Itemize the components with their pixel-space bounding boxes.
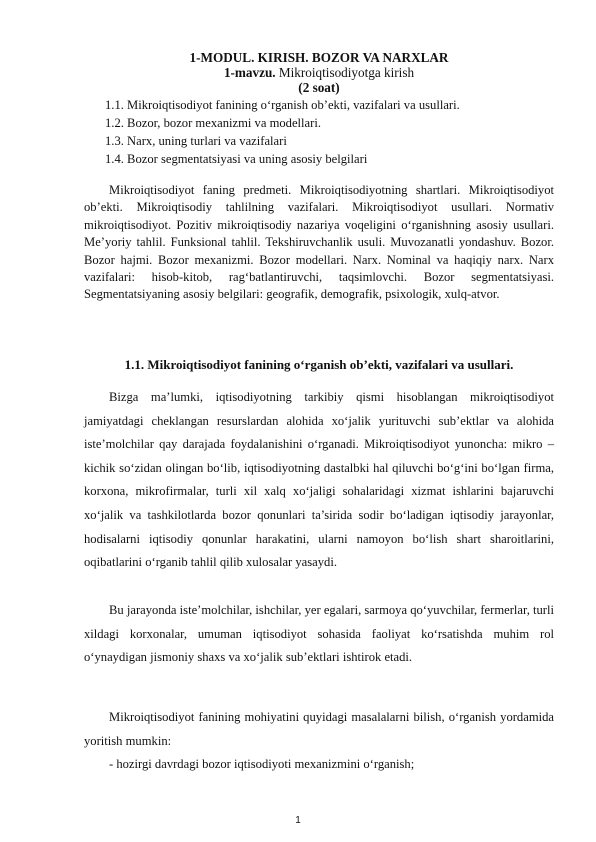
toc-item: 1.4. Bozor segmentatsiyasi va uning asosiy belgilari [105,152,368,166]
page-number: 1 [295,815,301,826]
body-paragraph: Bizga ma’lumki, iqtisodiyotning tarkibiy qismi hisoblangan mikroiqtisodiyot jamiyatdagi cheklangan resurslardan alohida xo‘jalik yurituvchi sub’ektlar va alohida iste’molchilar qay darajada foydalanishini o‘rganadi. Mikroiqtisodiyot yunoncha: mikro – kichik so‘zidan olingan bo‘lib, iqtisodiyotning dastalbki hal qiluvchi bo‘g‘ini bo‘lgan firma, korxona, mikrofirmalar, turli xil xalq xo‘jaligi sohalaridagi xizmat ishlarini bajaruvchi xo‘jalik va tashkilotlarda bozor qonunlari ta’sirida sodir bo‘ladigan iqtisodiy jarayonlar, hodisalarni iqtisodiy qonunlar harakatini, ularni namoyon bo‘lish shart sharoitlarini, oqibatlarini o‘rganib tahlil qilib xulosalar yasaydi. [84,390,554,570]
toc-item: 1.3. Narx, uning turlari va vazifalari [105,134,287,148]
table-of-contents [105,96,460,168]
list-item: - hozirgi davrdagi bozor iqtisodiyoti mexanizmini o‘rganish; [109,757,415,771]
toc-item: 1.1. Mikroiqtisodiyot fanining o‘rganish ob’ekti, vazifalari va usullari. [105,98,460,112]
topic-line [84,65,554,80]
topic-title: Mikroiqtisodiyotga kirish [278,65,415,80]
keywords-paragraph: Mikroiqtisodiyot faning predmeti. Mikroiqtisodiyotning shartlari. Mikroiqtisodiyot ob’ekti. Mikroiqtisodiy tahlilning vazifalari. Mikroiqtisodiyot usullari. Normativ mikroiqtisodiyot. Pozitiv mikroiqtisodiy nazariya voqeligini o‘rganishning asosiy usullari. Me’yoriy tahlil. Funksional tahlil. Tekshiruvchanlik usuli. Muvozanatli yondashuv. Bozor. Bozor hajmi. Bozor mexanizmi. Bozor modellari. Narx. Nominal va haqiqiy narx. Narx vazifalari: hisob-kitob, rag‘batlantiruvchi, taqsimlovchi. Bozor segmentatsiyasi. Segmentatsiyaning asosiy belgilari: geografik, demografik, psixologik, xulq-atvor. [84,183,554,302]
toc-item: 1.2. Bozor, bozor mexanizmi va modellari. [105,116,321,130]
hours-label: (2 soat) [298,80,340,95]
section-heading: 1.1. Mikroiqtisodiyot fanining o‘rganish ob’ekti, vazifalari va usullari. [124,357,514,372]
topic-label: 1-mavzu. [223,65,276,80]
module-title: 1-MODUL. KIRISH. BOZOR VA NARXLAR [189,50,449,65]
body-paragraph: Mikroiqtisodiyot fanining mohiyatini quyidagi masalalarni bilish, o‘rganish yordamida yoritish mumkin: [84,710,554,748]
body-paragraph: Bu jarayonda iste’molchilar, ishchilar, yer egalari, sarmoya qo‘yuvchilar, fermerlar, turli xildagi korxonalar, umuman iqtisodiyot sohasida faoliyat ko‘rsatishda muhim rol o‘ynaydigan jismoniy shaxs va xo‘jalik sub’ektlari ishtirok etadi. [84,603,554,665]
